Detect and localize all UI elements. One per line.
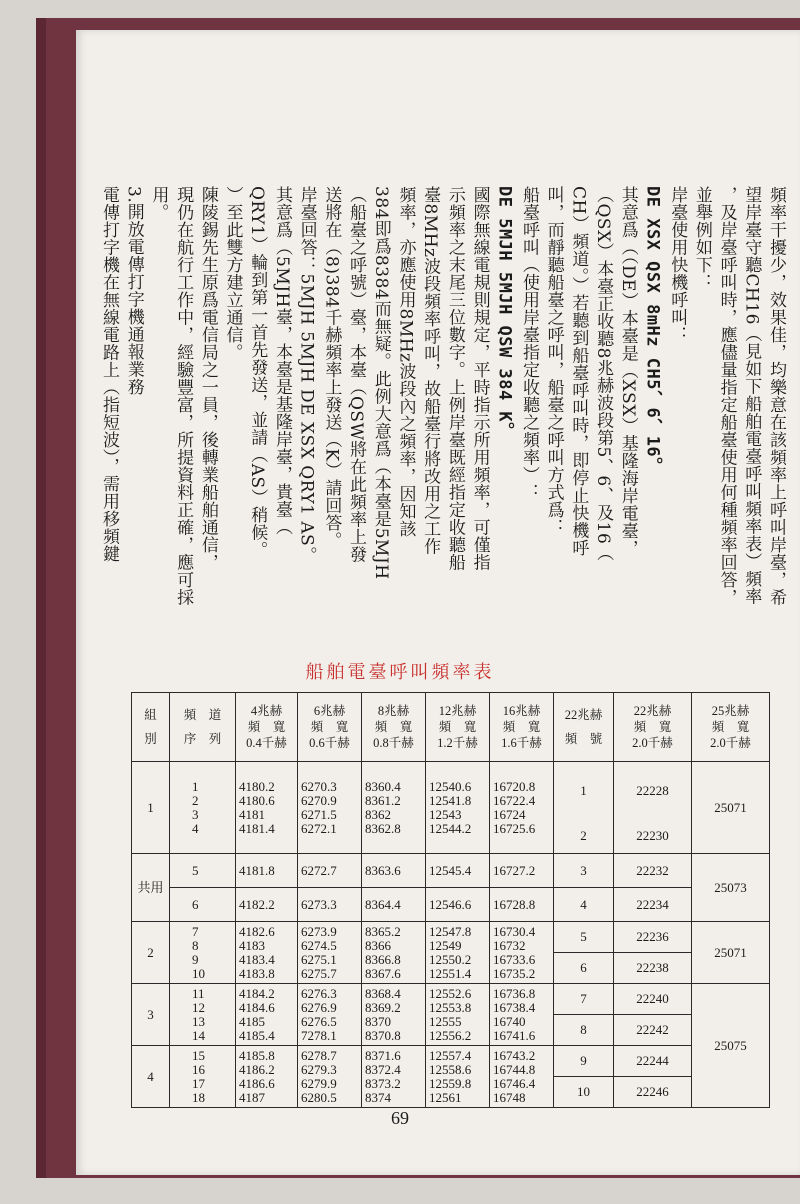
table-row [132,854,770,888]
freq-22mhz-number: 8 [554,1015,614,1046]
freq-22mhz-number: 7 [554,984,614,1015]
header-12mhz: 12兆赫 頻 寬 1.2千赫 [426,693,490,762]
freq-12mhz-cell: 12557.4 12558.6 12559.8 12561 [426,1046,490,1108]
table-title: 船舶電臺呼叫頻率表 [305,662,495,683]
text-line: CH）頻道。）若聽到船臺呼叫時，即停止快機呼 [568,186,589,557]
freq-8mhz-cell: 8360.4 8361.2 8362 8362.8 [362,762,426,854]
header-4mhz: 4兆赫 頻 寬 0.4千赫 [236,693,298,762]
table-row [132,1046,770,1077]
freq-22mhz-number: 2 [554,820,614,854]
text-line: ）至此雙方建立通信。 [222,186,243,361]
freq-4mhz-cell: 4180.2 4180.6 4181 4181.4 [236,762,298,854]
freq-22mhz-number: 6 [554,953,614,984]
text-line: 其意爲（（DE）本臺是（XSX）基隆海岸電臺， [617,186,638,557]
table-row [132,888,770,922]
channel-cell: 5 [170,854,236,888]
freq-16mhz-cell: 16736.8 16738.4 16740 16741.6 [490,984,554,1046]
text-line: DE 5MJH 5MJH QSW 384 K。 [494,186,515,440]
freq-22mhz-number: 4 [554,888,614,922]
table-row [132,922,770,953]
freq-8mhz-cell: 8363.6 [362,854,426,888]
freq-16mhz-cell: 16728.8 [490,888,554,922]
vertical-body-text [99,186,788,654]
freq-22mhz-bandwidth: 22234 [614,888,692,922]
group-label: 3 [132,984,170,1046]
text-line: 岸臺回答：5MJH 5MJH DE XSX QRY1 AS。 [296,186,317,564]
table-row [132,762,770,820]
header-22mhz-number: 22兆赫 頻 號 [554,693,614,762]
text-line: 頻率，亦應使用8MHz波段內之頻率，因知該 [395,186,416,538]
freq-6mhz-cell: 6270.3 6270.9 6271.5 6272.1 [298,762,362,854]
page-number: 69 [391,1108,409,1128]
freq-16mhz-cell: 16743.2 16744.8 16746.4 16748 [490,1046,554,1108]
freq-22mhz-number: 5 [554,922,614,953]
book-spine-edge [36,18,46,1178]
freq-22mhz-bandwidth: 22238 [614,953,692,984]
header-6mhz: 6兆赫 頻 寬 0.6千赫 [298,693,362,762]
header-group: 組 別 [132,693,170,762]
freq-12mhz-cell: 12547.8 12549 12550.2 12551.4 [426,922,490,984]
freq-6mhz-cell: 6276.3 6276.9 6276.5 7278.1 [298,984,362,1046]
text-line: 電傳打字機在無線電路上（指短波），需用移頻鍵 [99,186,120,563]
frequency-table [131,692,770,1108]
text-line: 岸臺使用快機呼叫： [667,186,688,344]
header-22mhz-bandwidth: 22兆赫 頻 寬 2.0千赫 [614,693,692,762]
text-line: DE XSX QSX 8mHz CH5、6、16。 [642,186,663,475]
freq-22mhz-number: 3 [554,854,614,888]
freq-8mhz-cell: 8371.6 8372.4 8373.2 8374 [362,1046,426,1108]
header-25mhz: 25兆赫 頻 寬 2.0千赫 [692,693,770,762]
header-8mhz: 8兆赫 頻 寬 0.8千赫 [362,693,426,762]
table-row [132,984,770,1015]
group-label: 共用 [132,854,170,922]
freq-6mhz-cell: 6273.3 [298,888,362,922]
freq-4mhz-cell: 4181.8 [236,854,298,888]
group-label: 2 [132,922,170,984]
freq-6mhz-cell: 6272.7 [298,854,362,888]
channel-cell: 15 16 17 18 [170,1046,236,1108]
text-line: 國際無線電規則規定，平時指示所用頻率，可僅指 [469,186,490,571]
freq-22mhz-bandwidth: 22230 [614,820,692,854]
channel-cell: 11 12 13 14 [170,984,236,1046]
text-line: 並舉例如下： [691,186,712,291]
freq-25mhz-cell: 25073 [692,854,770,922]
text-line: （QSX）本臺正收聽8兆赫波段第5、6、及16（ [593,186,614,562]
freq-12mhz-cell: 12545.4 [426,854,490,888]
freq-12mhz-cell: 12552.6 12553.8 12555 12556.2 [426,984,490,1046]
freq-4mhz-cell: 4184.2 4184.6 4185 4185.4 [236,984,298,1046]
freq-4mhz-cell: 4182.6 4183 4183.4 4183.8 [236,922,298,984]
text-line: 其意爲（5MJH臺，本臺是基隆岸臺，貴臺（ [271,186,292,536]
freq-16mhz-cell: 16720.8 16722.4 16724 16725.6 [490,762,554,854]
text-line: 用。 [148,186,169,221]
header-16mhz: 16兆赫 頻 寬 1.6千赫 [490,693,554,762]
text-line: 示頻率之末尾三位數字。上例岸臺既經指定收聽船 [444,186,465,571]
freq-8mhz-cell: 8364.4 [362,888,426,922]
text-line: 頻率干擾少，效果佳，均樂意在該頻率上呼叫岸臺，希 [766,186,786,606]
text-line: 384即爲8384而無疑。此例大意爲（本臺是5MJH [370,186,391,580]
freq-25mhz-cell: 25071 [692,922,770,984]
group-label: 1 [132,762,170,854]
freq-25mhz-cell: 25075 [692,984,770,1108]
channel-cell: 1 2 3 4 [170,762,236,854]
text-line: 船臺呼叫（使用岸臺指定收聽之頻率）： [518,186,539,501]
freq-8mhz-cell: 8368.4 8369.2 8370 8370.8 [362,984,426,1046]
freq-22mhz-bandwidth: 22242 [614,1015,692,1046]
freq-22mhz-bandwidth: 22244 [614,1046,692,1077]
group-label: 4 [132,1046,170,1108]
freq-6mhz-cell: 6273.9 6274.5 6275.1 6275.7 [298,922,362,984]
text-line: 望岸臺守聽CH16（見如下船舶電臺呼叫頻率表）頻率 [741,186,762,605]
text-line: 現仍在航行工作中，經驗豐富，所提資料正確，應可採 [173,186,194,606]
freq-8mhz-cell: 8365.2 8366 8366.8 8367.6 [362,922,426,984]
text-line: 叫，而靜聽船臺之呼叫，船臺之呼叫方式爲： [543,186,564,536]
freq-22mhz-bandwidth: 22236 [614,922,692,953]
freq-22mhz-bandwidth: 22228 [614,762,692,820]
freq-4mhz-cell: 4182.2 [236,888,298,922]
header-channel: 頻 道 序 列 [170,693,236,762]
freq-12mhz-cell: 12546.6 [426,888,490,922]
text-line: 臺8MHz波段頻率呼叫，故船臺行將改用之工作 [420,186,441,556]
text-line: ，及岸臺呼叫時，應儘量指定船臺使用何種頻率回答， [716,186,737,606]
freq-22mhz-bandwidth: 22246 [614,1077,692,1108]
freq-22mhz-number: 1 [554,762,614,820]
freq-6mhz-cell: 6278.7 6279.3 6279.9 6280.5 [298,1046,362,1108]
freq-12mhz-cell: 12540.6 12541.8 12543 12544.2 [426,762,490,854]
text-line: QRY1）輪到第一首先發送，並請（AS）稍候。 [247,186,268,559]
channel-cell: 7 8 9 10 [170,922,236,984]
freq-4mhz-cell: 4185.8 4186.2 4186.6 4187 [236,1046,298,1108]
freq-16mhz-cell: 16727.2 [490,854,554,888]
text-line: 送將在（8)384千赫頻率上發送（K）請回答。 [321,186,342,550]
freq-22mhz-bandwidth: 22232 [614,854,692,888]
channel-cell: 6 [170,888,236,922]
text-line: 陳陵錫先生原爲電信局之一員，後轉業船舶通信， [197,186,218,571]
freq-25mhz-cell: 25071 [692,762,770,854]
freq-22mhz-number: 9 [554,1046,614,1077]
freq-22mhz-number: 10 [554,1077,614,1108]
freq-16mhz-cell: 16730.4 16732 16733.6 16735.2 [490,922,554,984]
freq-22mhz-bandwidth: 22240 [614,984,692,1015]
text-line: （船臺之呼號）臺，本臺（QSW將在此頻率上發 [346,186,367,564]
table-header-row [132,693,770,762]
text-line: 3.開放電傳打字機通報業務 [123,186,144,396]
